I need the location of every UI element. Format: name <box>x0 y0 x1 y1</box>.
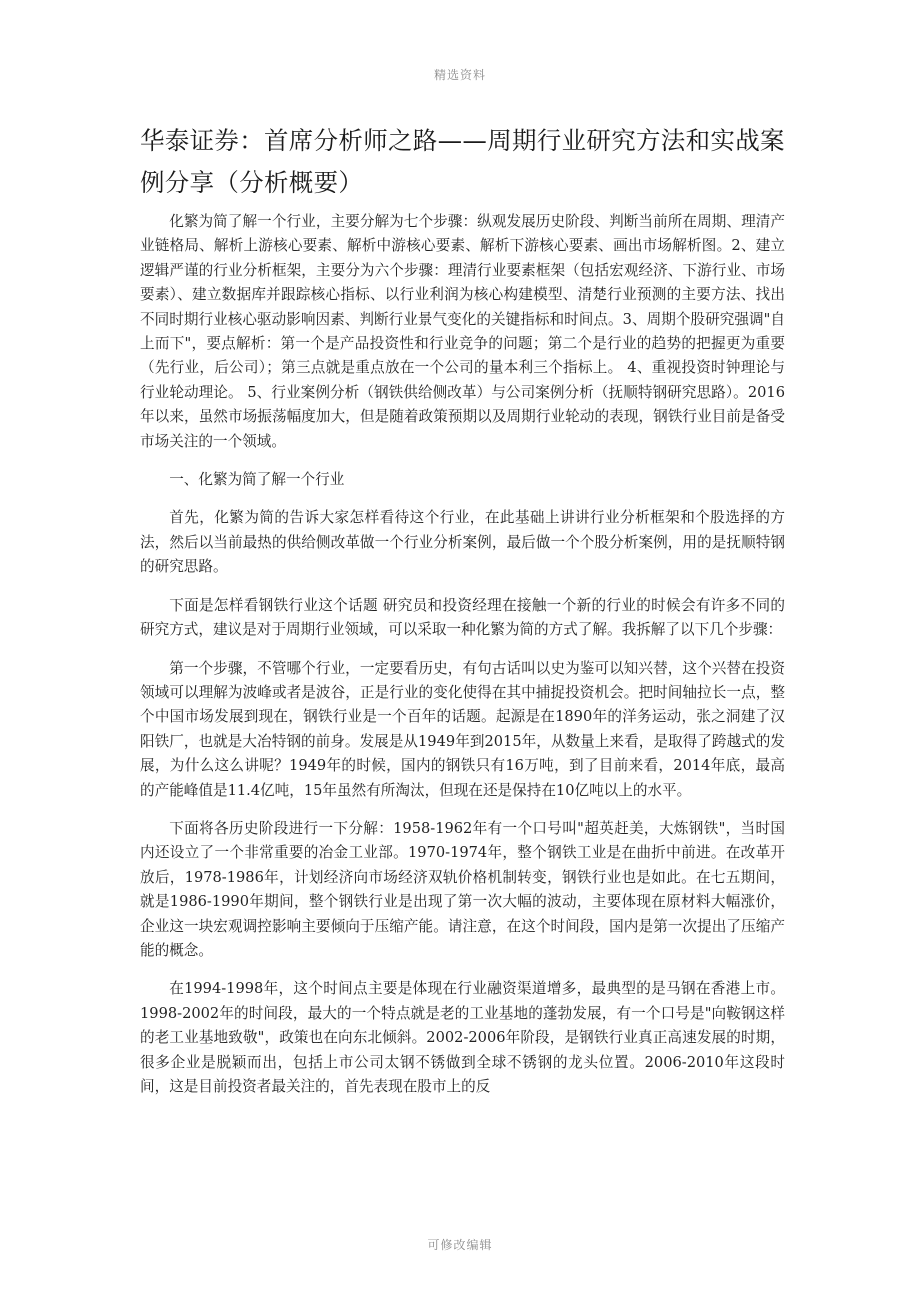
paragraph-intro: 首先，化繁为简的告诉大家怎样看待这个行业，在此基础上讲讲行业分析框架和个股选择的方法，然后以当前最热的供给侧改革做一个行业分析案例，最后做一个个股分析案例，用的是抚顺特钢的研究思路。 <box>140 509 785 576</box>
paragraph-history-later: 在1994-1998年，这个时间点主要是体现在行业融资渠道增多，最典型的是马钢在香港上市。1998-2002年的时间段，最大的一个特点就是老的工业基地的蓬勃发展，有一个口号是"向鞍钢这样的老工业基地致敬"，政策也在向东北倾斜。2002-2006年阶段，是钢铁行业真正高速发展的时期，很多企业是脱颖而出，包括上市公司太钢不锈做到全球不锈钢的龙头位置。2006-2010年这段时间，这是目前投资者最关注的，首先表现在股市上的反 <box>140 980 785 1095</box>
document-title: 华泰证券：首席分析师之路——周期行业研究方法和实战案例分享（分析概要） <box>140 126 785 197</box>
paragraph-step-one: 第一个步骤，不管哪个行业，一定要看历史，有句古话叫以史为鉴可以知兴替，这个兴替在投资领域可以理解为波峰或者是波谷，正是行业的变化使得在其中捕捉投资机会。把时间轴拉长一点，整个中国市场发展到现在，钢铁行业是一个百年的话题。起源是在1890年的洋务运动，张之洞建了汉阳铁厂，也就是大冶特钢的前身。发展是从1949年到2015年，从数量上来看，是取得了跨越式的发展，为什么这么讲呢？1949年的时候，国内的钢铁只有16万吨，到了目前来看，2014年底，最高的产能峰值是11.4亿吨，15年虽然有所淘汰，但现在还是保持在10亿吨以上的水平。 <box>140 659 785 799</box>
paragraph-approach: 下面是怎样看钢铁行业这个话题 研究员和投资经理在接触一个新的行业的时候会有许多不同的研究方式，建议是对于周期行业领域，可以采取一种化繁为简的方式了解。我拆解了以下几个步骤： <box>140 596 785 639</box>
footer-note: 可修改编辑 <box>427 1238 493 1252</box>
paragraph-history-stages: 下面将各历史阶段进行一下分解：1958-1962年有一个口号叫"超英赶美，大炼钢铁"，当时国内还设立了一个非常重要的冶金工业部。1970-1974年，整个钢铁工业是在曲折中前进。在改革开放后，1978-1986年，计划经济向市场经济双轨价格机制转变，钢铁行业也是如此。在七五期间，就是1986-1990年期间，整个钢铁行业是出现了第一次大幅的波动，主要体现在原材料大幅涨价，企业这一块宏观调控影响主要倾向于压缩产能。请注意，在这个时间段，国内是第一次提出了压缩产能的概念。 <box>140 819 785 959</box>
header-note: 精选资料 <box>433 68 486 82</box>
section-heading: 一、化繁为简了解一个行业 <box>169 471 345 489</box>
paragraph-summary: 化繁为简了解一个行业，主要分解为七个步骤：纵观发展历史阶段、判断当前所在周期、理清产业链格局、解析上游核心要素、解析中游核心要素、解析下游核心要素、画出市场解析图。2、建立逻辑严谨的行业分析框架，主要分为六个步骤：理清行业要素框架（包括宏观经济、下游行业、市场要素）、建立数据库并跟踪核心指标、以行业利润为核心构建模型、清楚行业预测的主要方法、找出不同时期行业核心驱动影响因素、判断行业景气变化的关键指标和时间点。3、周期个股研究强调"自上而下"，要点解析：第一个是产品投资性和行业竞争的问题；第二个是行业的趋势的把握更为重要（先行业，后公司）；第三点就是重点放在一个公司的量本利三个指标上。 4、重视投资时钟理论与行业轮动理论。 5、行业案例分析（钢铁供给侧改革）与公司案例分析（抚顺特钢研究思路）。2016年以来，虽然市场振荡幅度加大，但是随着政策预期以及周期行业轮动的表现，钢铁行业目前是备受市场关注的一个领域。 <box>140 213 785 450</box>
document-body <box>140 120 785 1113</box>
